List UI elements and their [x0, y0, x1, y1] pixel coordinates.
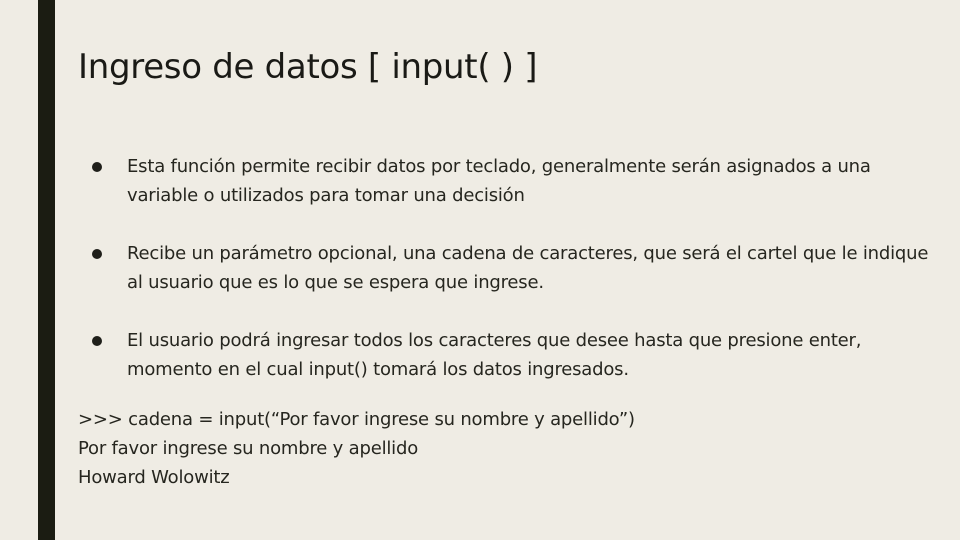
bullet-text: Esta función permite recibir datos por teclado, generalmente serán asignados a una variable o utilizados para tomar una decisión [127, 156, 871, 206]
bullet-text: Recibe un parámetro opcional, una cadena de caracteres, que será el cartel que le indique al usuario que es lo que se espera que ingrese. [127, 243, 929, 293]
console-example [78, 405, 635, 492]
bullet-list [90, 152, 930, 384]
bullet-dot-icon [92, 162, 102, 172]
bullet-dot-icon [92, 249, 102, 259]
console-command-line: >>> cadena = input(“Por favor ingrese su nombre y apellido”) [78, 409, 635, 430]
bullet-text: El usuario podrá ingresar todos los caracteres que desee hasta que presione enter, momento en el cual input() tomará los datos ingresados. [127, 330, 862, 380]
left-accent-bar [38, 0, 55, 540]
bullet-item [90, 239, 930, 297]
bullet-dot-icon [92, 336, 102, 346]
console-prompt-line: Por favor ingrese su nombre y apellido [78, 438, 419, 459]
console-input-line: Howard Wolowitz [78, 467, 230, 488]
bullet-item [90, 326, 930, 384]
bullet-item [90, 152, 930, 210]
slide-title: Ingreso de datos [ input( ) ] [78, 47, 538, 87]
